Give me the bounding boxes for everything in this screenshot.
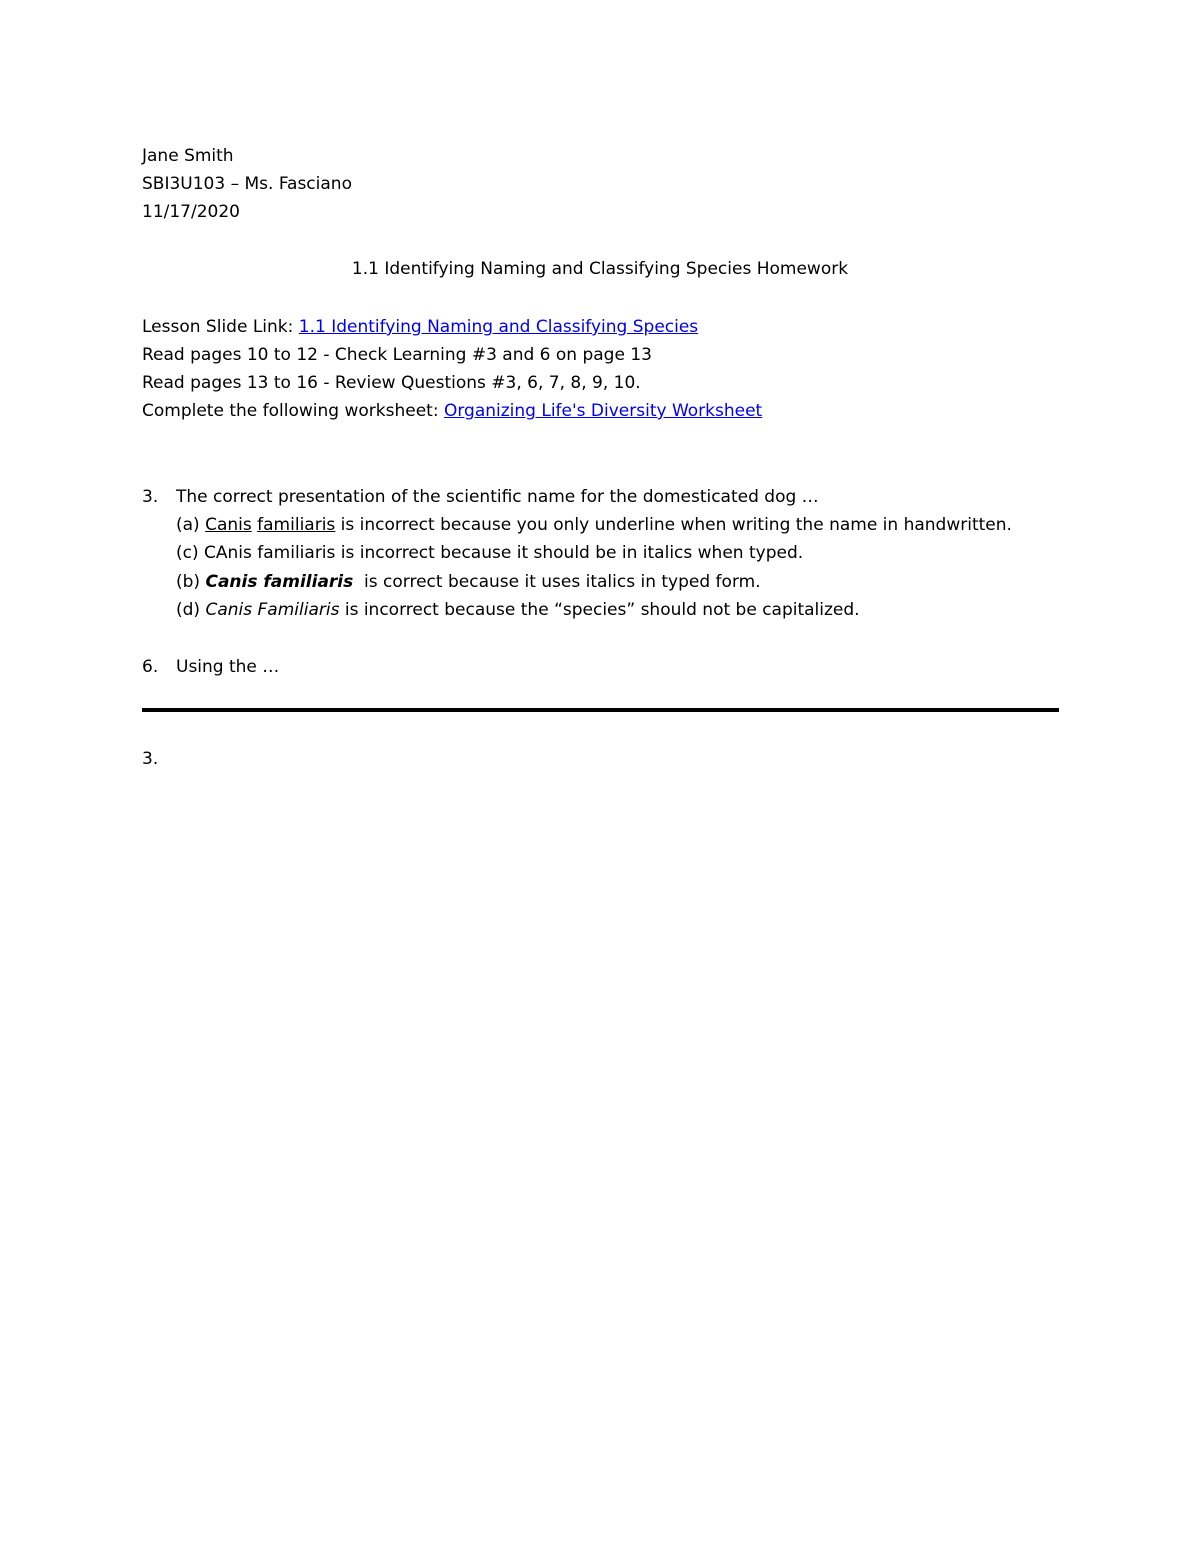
option-a-genus: Canis bbox=[205, 515, 252, 535]
option-d bbox=[176, 600, 860, 620]
lesson-slide-link[interactable]: 1.1 Identifying Naming and Classifying Species bbox=[298, 317, 699, 337]
date-line: 11/17/2020 bbox=[142, 202, 240, 222]
option-c bbox=[176, 543, 803, 563]
option-c-text: CAnis familiaris is incorrect because it should be in italics when typed. bbox=[204, 543, 804, 563]
option-a-species: familiaris bbox=[257, 515, 336, 535]
question-3-number: 3. bbox=[142, 487, 159, 507]
option-b bbox=[176, 572, 761, 592]
reading-line-1: Read pages 10 to 12 - Check Learning #3 and 6 on page 13 bbox=[142, 345, 652, 365]
lesson-link-line bbox=[142, 317, 698, 337]
option-d-name: Canis Familiaris bbox=[205, 600, 340, 620]
lesson-link-prefix: Lesson Slide Link: bbox=[142, 317, 299, 337]
course-line: SBI3U103 – Ms. Fasciano bbox=[142, 174, 352, 194]
worksheet-link[interactable]: Organizing Life's Diversity Worksheet bbox=[443, 401, 763, 421]
option-b-name: Canis familiaris bbox=[205, 572, 354, 592]
document-title: 1.1 Identifying Naming and Classifying Species Homework bbox=[351, 259, 849, 279]
answer-3-number: 3. bbox=[142, 749, 159, 769]
question-3 bbox=[142, 487, 819, 507]
option-a bbox=[176, 515, 1012, 535]
question-6-number: 6. bbox=[142, 657, 159, 677]
question-6 bbox=[142, 657, 279, 677]
option-d-label: (d) bbox=[176, 600, 206, 620]
section-divider bbox=[142, 708, 1059, 712]
option-a-label: (a) bbox=[176, 515, 206, 535]
worksheet-line bbox=[142, 401, 762, 421]
reading-line-2: Read pages 13 to 16 - Review Questions #3, 6, 7, 8, 9, 10. bbox=[142, 373, 641, 393]
option-c-label: (c) bbox=[176, 543, 205, 563]
student-name: Jane Smith bbox=[142, 146, 234, 166]
option-b-rest: is correct because it uses italics in typed form. bbox=[353, 572, 761, 592]
worksheet-prefix: Complete the following worksheet: bbox=[142, 401, 444, 421]
question-6-text: Using the … bbox=[176, 657, 280, 677]
option-b-label: (b) bbox=[176, 572, 206, 592]
answer-3 bbox=[142, 749, 176, 769]
question-3-text: The correct presentation of the scientific name for the domesticated dog … bbox=[176, 487, 819, 507]
option-d-rest: is incorrect because the “species” should not be capitalized. bbox=[339, 600, 860, 620]
option-a-rest: is incorrect because you only underline when writing the name in handwritten. bbox=[335, 515, 1012, 535]
